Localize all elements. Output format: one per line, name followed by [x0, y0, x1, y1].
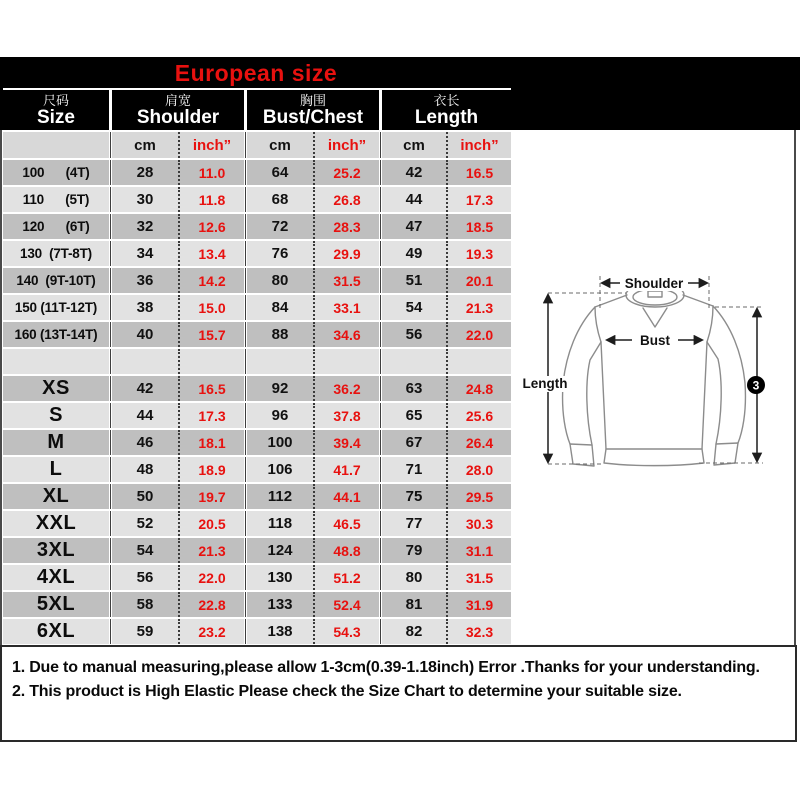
note-line-2: 2. This product is High Elastic Please check the Size Chart to determine your suitable size.	[12, 683, 682, 700]
table-row	[3, 214, 511, 239]
header-length	[382, 90, 511, 130]
table-row	[3, 565, 511, 590]
inch-cell: 41.7	[313, 457, 379, 482]
inch-cell: 11.8	[178, 187, 244, 212]
inch-cell: 12.6	[178, 214, 244, 239]
size-cell: 130 (7T-8T)	[3, 241, 109, 266]
inch-cell: 20.1	[446, 268, 511, 293]
inch-cell: 46.5	[313, 511, 379, 536]
inch-cell: 13.4	[178, 241, 244, 266]
inch-cell: 34.6	[313, 322, 379, 347]
cm-cell: 42	[112, 376, 178, 401]
length-label: Length	[522, 376, 568, 391]
inch-cell: 16.5	[446, 160, 511, 185]
inch-cell: 31.1	[446, 538, 511, 563]
inch-cell: 39.4	[313, 430, 379, 455]
sweatshirt-outline	[563, 283, 746, 466]
size-cell: L	[3, 457, 109, 482]
cm-cell: 106	[247, 457, 313, 482]
size-cell: XXL	[3, 511, 109, 536]
cm-cell: 96	[247, 403, 313, 428]
table-row	[3, 322, 511, 347]
note-line-1: 1. Due to manual measuring,please allow 1-3cm(0.39-1.18inch) Error .Thanks for your understanding.	[12, 659, 760, 676]
cm-cell: 80	[247, 268, 313, 293]
unit-cm: cm	[112, 132, 178, 158]
cm-cell: 76	[247, 241, 313, 266]
cm-cell: 40	[112, 322, 178, 347]
inch-cell: 21.3	[446, 295, 511, 320]
cm-cell: 81	[382, 592, 446, 617]
inch-cell: 16.5	[178, 376, 244, 401]
inch-cell: 20.5	[178, 511, 244, 536]
cm-cell: 34	[112, 241, 178, 266]
cm-cell: 130	[247, 565, 313, 590]
header-length-zh: 衣长	[433, 92, 460, 108]
header-bust-zh: 胸围	[299, 92, 326, 108]
size-cell: 5XL	[3, 592, 109, 617]
inch-cell: 31.9	[446, 592, 511, 617]
badge-3	[747, 376, 765, 394]
cm-cell: 42	[382, 160, 446, 185]
cm-cell: 38	[112, 295, 178, 320]
inch-cell: 31.5	[446, 565, 511, 590]
inch-cell: 21.3	[178, 538, 244, 563]
inch-cell: 52.4	[313, 592, 379, 617]
cm-cell: 133	[247, 592, 313, 617]
inch-cell: 33.1	[313, 295, 379, 320]
inch-cell: 18.5	[446, 214, 511, 239]
inch-cell: 22.0	[446, 322, 511, 347]
header-size-en: Size	[36, 106, 76, 128]
cm-cell: 71	[382, 457, 446, 482]
table-row	[3, 511, 511, 536]
cm-cell: 80	[382, 565, 446, 590]
page-title: European size	[174, 60, 338, 86]
header-shoulder-en: Shoulder	[136, 106, 220, 128]
cm-cell: 49	[382, 241, 446, 266]
table-row	[3, 430, 511, 455]
cm-cell: 118	[247, 511, 313, 536]
cm-cell: 47	[382, 214, 446, 239]
table-row	[3, 268, 511, 293]
inch-cell: 44.1	[313, 484, 379, 509]
cm-cell: 77	[382, 511, 446, 536]
badge-3-number: 3	[752, 378, 760, 393]
inch-cell: 25.2	[313, 160, 379, 185]
inch-cell: 37.8	[313, 403, 379, 428]
cm-cell: 30	[112, 187, 178, 212]
unit-cm: cm	[382, 132, 446, 158]
size-cell: 110 (5T)	[3, 187, 109, 212]
cm-cell: 48	[112, 457, 178, 482]
inch-cell: 17.3	[446, 187, 511, 212]
cm-cell	[382, 349, 446, 374]
cm-cell: 32	[112, 214, 178, 239]
table-row	[3, 160, 511, 185]
table-row	[3, 349, 511, 374]
inch-cell: 29.9	[313, 241, 379, 266]
size-cell: 3XL	[3, 538, 109, 563]
cm-cell: 72	[247, 214, 313, 239]
cm-cell: 56	[112, 565, 178, 590]
size-cell: XS	[3, 376, 109, 401]
header-shoulder	[112, 90, 244, 130]
inch-cell: 23.2	[178, 619, 244, 644]
cm-cell: 68	[247, 187, 313, 212]
table-row	[3, 538, 511, 563]
cm-cell: 36	[112, 268, 178, 293]
inch-cell: 29.5	[446, 484, 511, 509]
table-row	[3, 376, 511, 401]
table-row	[3, 295, 511, 320]
size-cell: 160 (13T-14T)	[3, 322, 109, 347]
inch-cell: 48.8	[313, 538, 379, 563]
table-header-row	[3, 88, 511, 130]
cm-cell: 65	[382, 403, 446, 428]
unit-inch: inch”	[178, 132, 244, 158]
units-size-cell	[3, 132, 109, 158]
inch-cell: 32.3	[446, 619, 511, 644]
inch-cell: 19.7	[178, 484, 244, 509]
size-cell: 150 (11T-12T)	[3, 295, 109, 320]
unit-inch: inch”	[313, 132, 379, 158]
inch-cell: 11.0	[178, 160, 244, 185]
inch-cell: 36.2	[313, 376, 379, 401]
cm-cell: 54	[382, 295, 446, 320]
inch-cell: 17.3	[178, 403, 244, 428]
inch-cell: 15.0	[178, 295, 244, 320]
header-bust-en: Bust/Chest	[262, 106, 364, 128]
cm-cell: 46	[112, 430, 178, 455]
cm-cell	[112, 349, 178, 374]
frame-left-border	[0, 130, 2, 645]
cm-cell: 52	[112, 511, 178, 536]
size-cell: 120 (6T)	[3, 214, 109, 239]
inch-cell: 26.4	[446, 430, 511, 455]
cm-cell: 63	[382, 376, 446, 401]
cm-cell: 56	[382, 322, 446, 347]
inch-cell	[446, 349, 511, 374]
table-row	[3, 187, 511, 212]
bust-label: Bust	[640, 333, 670, 348]
dashed-guides	[548, 276, 763, 464]
inch-cell: 19.3	[446, 241, 511, 266]
table-row	[3, 241, 511, 266]
unit-cm: cm	[247, 132, 313, 158]
cm-cell: 67	[382, 430, 446, 455]
cm-cell: 88	[247, 322, 313, 347]
cm-cell: 44	[382, 187, 446, 212]
cm-cell: 79	[382, 538, 446, 563]
cm-cell: 84	[247, 295, 313, 320]
inch-cell: 15.7	[178, 322, 244, 347]
inch-cell: 22.8	[178, 592, 244, 617]
size-table-body	[3, 160, 511, 646]
header-size-zh: 尺码	[42, 92, 69, 108]
header-bust	[247, 90, 379, 130]
table-row	[3, 619, 511, 644]
shoulder-label: Shoulder	[624, 276, 684, 291]
size-cell: XL	[3, 484, 109, 509]
header-shoulder-zh: 肩宽	[164, 92, 191, 108]
table-row	[3, 403, 511, 428]
inch-cell: 24.8	[446, 376, 511, 401]
cm-cell: 124	[247, 538, 313, 563]
sweatshirt-measure-diagram	[513, 232, 795, 496]
inch-cell: 28.3	[313, 214, 379, 239]
inch-cell: 31.5	[313, 268, 379, 293]
inch-cell: 18.9	[178, 457, 244, 482]
cm-cell	[247, 349, 313, 374]
inch-cell	[178, 349, 244, 374]
cm-cell: 100	[247, 430, 313, 455]
cm-cell: 64	[247, 160, 313, 185]
inch-cell: 51.2	[313, 565, 379, 590]
cm-cell: 59	[112, 619, 178, 644]
header-size	[3, 90, 109, 130]
inch-cell: 26.8	[313, 187, 379, 212]
size-cell: S	[3, 403, 109, 428]
table-row	[3, 457, 511, 482]
inch-cell: 54.3	[313, 619, 379, 644]
inch-cell: 14.2	[178, 268, 244, 293]
size-cell: M	[3, 430, 109, 455]
cm-cell: 138	[247, 619, 313, 644]
cm-cell: 58	[112, 592, 178, 617]
size-cell: 4XL	[3, 565, 109, 590]
cm-cell: 92	[247, 376, 313, 401]
cm-cell: 50	[112, 484, 178, 509]
table-row	[3, 484, 511, 509]
inch-cell: 25.6	[446, 403, 511, 428]
inch-cell: 30.3	[446, 511, 511, 536]
inch-cell: 18.1	[178, 430, 244, 455]
cm-cell: 54	[112, 538, 178, 563]
inch-cell	[313, 349, 379, 374]
table-row	[3, 592, 511, 617]
cm-cell: 112	[247, 484, 313, 509]
cm-cell: 75	[382, 484, 446, 509]
units-row	[3, 132, 511, 158]
inch-cell: 22.0	[178, 565, 244, 590]
size-cell: 140 (9T-10T)	[3, 268, 109, 293]
cm-cell: 51	[382, 268, 446, 293]
size-cell: 6XL	[3, 619, 109, 644]
cm-cell: 82	[382, 619, 446, 644]
size-cell: 100 (4T)	[3, 160, 109, 185]
size-cell	[3, 349, 109, 374]
unit-inch: inch”	[446, 132, 511, 158]
header-length-en: Length	[414, 106, 479, 128]
cm-cell: 28	[112, 160, 178, 185]
notes-box	[0, 645, 797, 742]
inch-cell: 28.0	[446, 457, 511, 482]
cm-cell: 44	[112, 403, 178, 428]
